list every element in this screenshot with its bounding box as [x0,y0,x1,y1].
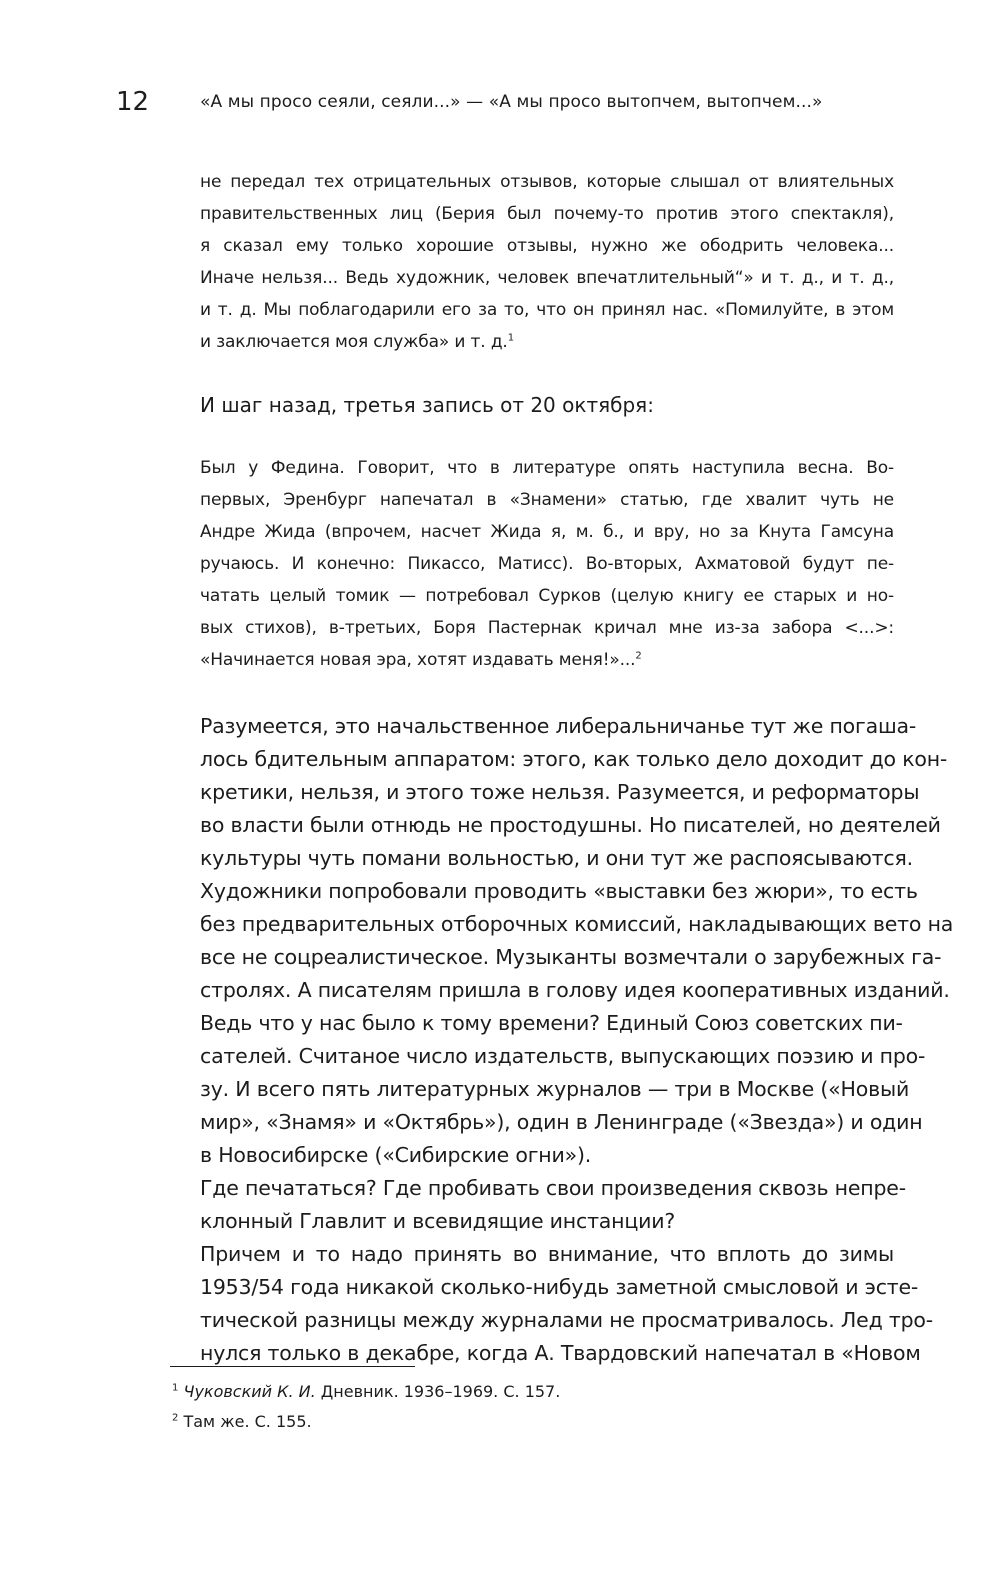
footnote-text: Дневник. 1936–1969. С. 157. [315,1382,561,1401]
quote2-text: «Начинается новая эра, хотят издавать меня!»... [200,650,636,670]
quote2-line: первых, Эренбург напечатал в «Знамени» статью, где хвалит чуть не [200,490,894,510]
quote2-line: Андре Жида (впрочем, насчет Жида я, м. б., и вру, но за Кнута Гамсуна [200,522,894,542]
quote1-line: не передал тех отрицательных отзывов, которые слышал от влиятельных [200,172,894,192]
footnote-2 [172,1411,312,1433]
footnote-author: Чуковский К. И. [183,1382,316,1401]
body-line: в Новосибирске («Сибирские огни»). [200,1143,592,1167]
body-line: мир», «Знамя» и «Октябрь»), один в Ленинграде («Звезда») и один [200,1110,923,1134]
body-line: культуры чуть помани вольностью, и они тут же распоясываются. [200,846,913,870]
quote1-line-last [200,327,894,357]
footnote-text: Там же. С. 155. [183,1412,312,1431]
body-line: все не соцреалистическое. Музыканты возмечтали о зарубежных га- [200,945,942,969]
quote1-line: правительственных лиц (Берия был почему-то против этого спектакля), [200,204,894,224]
body-line: клонный Главлит и всевидящие инстанции? [200,1209,676,1233]
quote2-line: Был у Федина. Говорит, что в литературе опять наступила весна. Во- [200,458,894,478]
body-line: Где печататься? Где пробивать свои произведения сквозь непре- [200,1176,906,1200]
quote1-text: и заключается моя служба» и т. д. [200,332,508,352]
body-line: во власти были отнюдь не простодушны. Но писателей, но деятелей [200,813,941,837]
body-line: Ведь что у нас было к тому времени? Единый Союз советских пи- [200,1011,903,1035]
body-line: сателей. Считаное число издательств, выпускающих поэзию и про- [200,1044,926,1068]
quote2-line-last [200,645,894,675]
quote1-line: Иначе нельзя... Ведь художник, человек впечатлительный“» и т. д., и т. д., [200,268,894,288]
body-line: лось бдительным аппаратом: этого, как только дело доходит до кон- [200,747,948,771]
intro-line: И шаг назад, третья запись от 20 октября: [200,393,654,417]
body-line: без предварительных отборочных комиссий, накладывающих вето на [200,912,954,936]
body-line: кретики, нельзя, и этого тоже нельзя. Разумеется, и реформаторы [200,780,920,804]
body-line: стролях. А писателям пришла в голову идея кооперативных изданий. [200,978,950,1002]
page-number: 12 [116,87,150,117]
quote2-line: вых стихов), в-третьих, Боря Пастернак кричал мне из-за забора <...>: [200,618,894,638]
footnote-ref-2[interactable]: 2 [635,650,642,662]
body-line: 1953/54 года никакой сколько-нибудь заметной смысловой и эсте- [200,1275,919,1299]
footnote-number: 1 [172,1382,179,1394]
body-line: зу. И всего пять литературных журналов — три в Москве («Новый [200,1077,910,1101]
quote2-line: ручаюсь. И конечно: Пикассо, Матисс). Во-вторых, Ахматовой будут пе- [200,554,894,574]
quote1-line: я сказал ему только хорошие отзывы, нужно же ободрить человека... [200,236,894,256]
body-line: нулся только в декабре, когда А. Твардовский напечатал в «Новом [200,1341,921,1365]
quote1-line: и т. д. Мы поблагодарили его за то, что он принял нас. «Помилуйте, в этом [200,300,894,320]
quote2-line: чатать целый томик — потребовал Сурков (целую книгу ее старых и но- [200,586,894,606]
body-line: Художники попробовали проводить «выставки без жюри», то есть [200,879,918,903]
footnote-number: 2 [172,1412,179,1424]
body-line: Причем и то надо принять во внимание, что вплоть до зимы [200,1242,894,1266]
body-line: Разумеется, это начальственное либеральничанье тут же погаша- [200,714,917,738]
body-line: тической разницы между журналами не просматривалось. Лед тро- [200,1308,933,1332]
footnote-ref-1[interactable]: 1 [507,332,514,344]
footnote-divider [170,1366,415,1367]
footnote-1 [172,1381,560,1403]
running-title: «А мы просо сеяли, сеяли...» — «А мы просо вытопчем, вытопчем...» [200,92,823,112]
